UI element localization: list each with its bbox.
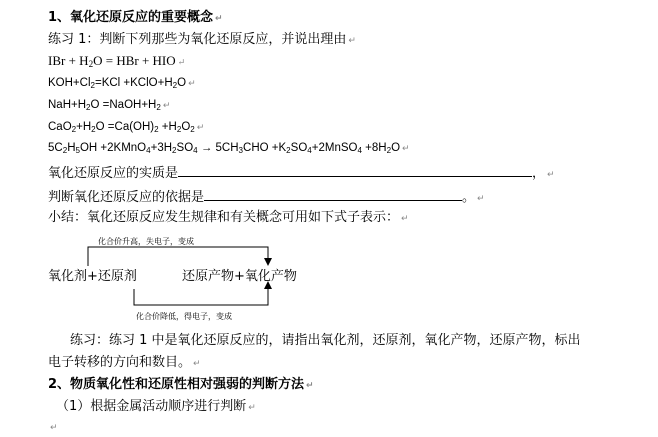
subscript: 2 (176, 125, 182, 134)
paragraph-mark-icon: ↵ (248, 403, 256, 413)
equation-segment: NaH+H (48, 99, 87, 111)
heading-strength-methods: 2、物质氧化性和还原性相对强弱的判断方法 ↵ (48, 377, 314, 392)
equation-segment: CaO (48, 121, 72, 133)
equation-segment: +8H (361, 142, 387, 154)
practice-line-2: 电子转移的方向和数目。 ↵ (48, 355, 201, 370)
paragraph-mark-icon: ↵ (348, 36, 356, 46)
products-text: 还原产物+氧化产物 (182, 269, 297, 284)
paragraph-mark-icon: ↵ (477, 194, 485, 204)
subscript: 2 (172, 146, 177, 155)
equation-segment: O =NaOH+H (90, 99, 157, 111)
subscript: 3 (238, 146, 244, 155)
subscript: 2 (286, 146, 291, 155)
equation-segment: O =Ca(OH) (95, 121, 155, 133)
subscript: 4 (146, 146, 151, 155)
equation-segment: =KCl +KClO+H (94, 77, 173, 89)
paragraph-mark-icon: ↵ (193, 359, 201, 369)
paragraph-mark-icon: ↵ (196, 122, 205, 132)
reactants-text: 氧化剂+还原剂 (48, 269, 137, 284)
equation-segment: → 5CH (197, 142, 239, 154)
equation-segment: O (177, 77, 187, 89)
subscript: 2 (62, 146, 68, 155)
subscript: 2 (90, 81, 95, 90)
equation-segment: +3H (150, 142, 173, 154)
equation-segment: O = HBr + HIO (93, 53, 176, 68)
paragraph-mark-icon: ↵ (402, 143, 410, 153)
lower-bracket-line (134, 285, 268, 305)
subscript: 2 (91, 125, 96, 134)
paragraph-mark-icon: ↵ (401, 214, 409, 224)
equation-segment: SO (290, 142, 308, 154)
basis-line: 判断氧化还原反应的依据是 。 ↵ (48, 187, 485, 208)
subscript: 5 (75, 146, 80, 155)
paragraph-mark-icon: ↵ (177, 57, 186, 67)
paragraph-mark-icon: ↵ (188, 78, 196, 88)
paragraph-mark-icon: ↵ (50, 423, 58, 433)
subscript: 2 (88, 59, 94, 69)
exercise-1-prompt: 练习 1：判断下列那些为氧化还原反应，并说出理由 ↵ (48, 32, 356, 47)
subscript: 4 (193, 146, 198, 155)
top-label: 化合价升高，失电子，变成 (98, 237, 194, 246)
bottom-label: 化合价降低，得电子，变成 (136, 312, 232, 321)
equation-segment: O (181, 121, 191, 133)
equation-segment: CHO +K (243, 142, 287, 154)
subscript: 4 (307, 146, 312, 155)
practice-line-1: 练习：练习 1 中是氧化还原反应的，请指出氧化剂，还原剂，氧化产物，还原产物，标出 (70, 333, 581, 348)
equation-segment: +H (158, 121, 177, 133)
equation-segment: O (391, 142, 401, 154)
subscript: 4 (357, 146, 362, 155)
summary-line: 小结：氧化还原反应发生规律和有关概念可用如下式子表示： ↵ (48, 210, 409, 225)
paragraph-mark-icon: ↵ (215, 14, 223, 24)
subsection-1: （1）根据金属活动顺序进行判断 ↵ (56, 399, 256, 414)
upper-bracket-line (88, 247, 268, 266)
equation-segment: H (67, 142, 76, 154)
essence-line: 氧化还原反应的实质是 ， ↵ (48, 163, 555, 184)
paragraph-mark-icon: ↵ (306, 381, 314, 391)
paragraph-mark-icon: ↵ (162, 100, 171, 110)
equation-segment: +H (76, 121, 92, 133)
equation-segment: SO (176, 142, 194, 154)
equation-segment: +2MnSO (311, 142, 358, 154)
heading-concepts: 1、氧化还原反应的重要概念 ↵ (48, 10, 223, 25)
subscript: 2 (71, 125, 77, 134)
equation-segment: IBr + H (48, 53, 89, 68)
equation-segment: 5C (48, 142, 63, 154)
equation-segment: OH +2KMnO (79, 142, 147, 154)
paragraph-mark-icon: ↵ (547, 170, 555, 180)
subscript: 2 (86, 103, 91, 112)
subscript: 2 (386, 146, 392, 155)
subscript: 2 (156, 103, 161, 112)
subscript: 2 (190, 125, 195, 134)
subscript: 2 (154, 125, 159, 134)
subscript: 2 (172, 81, 178, 90)
equation-segment: KOH+Cl (48, 77, 91, 89)
upper-arrow-head (264, 258, 272, 266)
